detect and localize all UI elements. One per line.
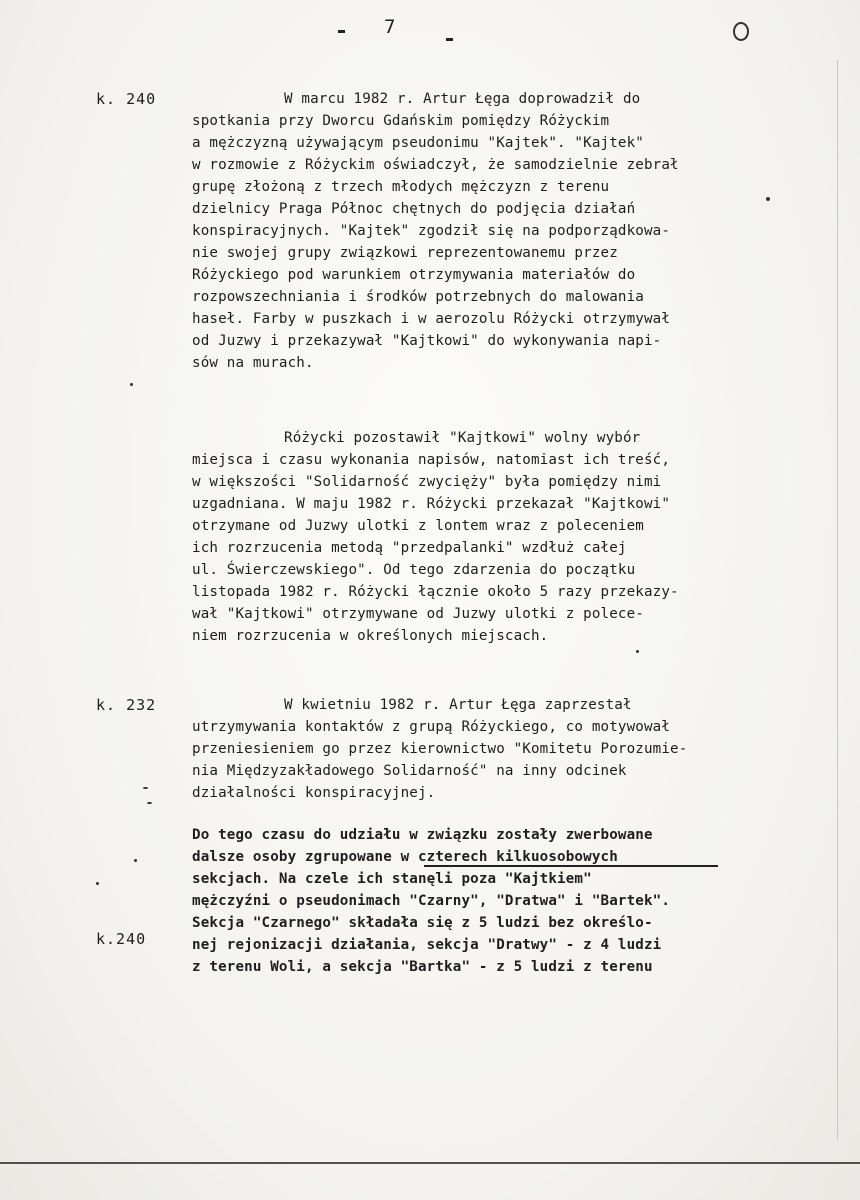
paragraph: Do tego czasu do udziału w związku zostały zwerbowane dalsze osoby zgrupowane w czterech kilkuosobowych sekcjach. Na czele ich stanęli poza "Kajtkiem" mężczyźni o pseudonimach "Czarny", "Dratwa" i "Bartek". Sekcja "Czarnego" składała się z 5 ludzi bez określo- nej rejonizacji działania, sekcja "Dratwy" - z 4 ludzi z terenu Woli, a sekcja "Bartka" - z 5 ludzi z terenu — [192, 827, 671, 975]
archive-reference: k.240 — [96, 930, 147, 948]
bottom-rule — [0, 1162, 860, 1164]
handwritten-underline — [424, 865, 718, 867]
speck — [636, 650, 639, 653]
page-number: 7 — [384, 16, 396, 38]
corner-circle-mark — [733, 22, 749, 41]
paragraph: W kwietniu 1982 r. Artur Łęga zaprzestał utrzymywania kontaktów z grupą Różyckiego, co motywował przeniesieniem go przez kierownictwo "Komitetu Porozumie- nia Międzyzakładowego Solidarność" na inny odcinek działalności konspiracyjnej. — [192, 697, 688, 801]
speck — [147, 802, 152, 804]
scan-edge — [837, 60, 838, 1140]
paragraph: Różycki pozostawił "Kajtkowi" wolny wybór miejsca i czasu wykonania napisów, natomiast ich treść, w większości "Solidarność zwycięży" była pomiędzy nimi uzgadniana. W maju 1982 r. Różycki przekazał "Kajtkowi" otrzymane od Juzwy ulotki z lontem wraz z poleceniem ich rozrzucenia metodą "przedpalanki" wzdłuż całej ul. Świerczewskiego". Od tego zdarzenia do początku listopada 1982 r. Różycki łącznie około 5 razy przekazy- wał "Kajtkowi" otrzymywane od Juzwy ulotki z polece- niem rozrzucenia w określonych miejscach. — [192, 430, 679, 644]
paragraph: W marcu 1982 r. Artur Łęga doprowadził do spotkania przy Dworcu Gdańskim pomiędzy Różyckim a mężczyzną używającym pseudonimu "Kajtek". "Kajtek" w rozmowie z Różyckim oświadczył, że samodzielnie zebrał grupę złożoną z trzech młodych mężczyzn z terenu dzielnicy Praga Północ chętnych do podjęcia działań konspiracyjnych. "Kajtek" zgodził się na podporządkowa- nie swojej grupy związkowi reprezentowanemu przez Różyckiego pod warunkiem otrzymywania materiałów do rozpowszechniania i środków potrzebnych do malowania haseł. Farby w puszkach i w aerozolu Różycki otrzymywał od Juzwy i przekazywał "Kajtkowi" do wykonywania napi- sów na murach. — [192, 91, 679, 371]
speck — [130, 383, 133, 386]
scan-mark — [446, 38, 453, 41]
archive-reference: k. 232 — [96, 696, 157, 714]
speck — [134, 859, 137, 862]
speck — [96, 882, 99, 885]
speck — [143, 787, 148, 789]
speck — [766, 197, 770, 201]
scan-mark — [338, 30, 345, 33]
archive-reference: k. 240 — [96, 90, 157, 108]
